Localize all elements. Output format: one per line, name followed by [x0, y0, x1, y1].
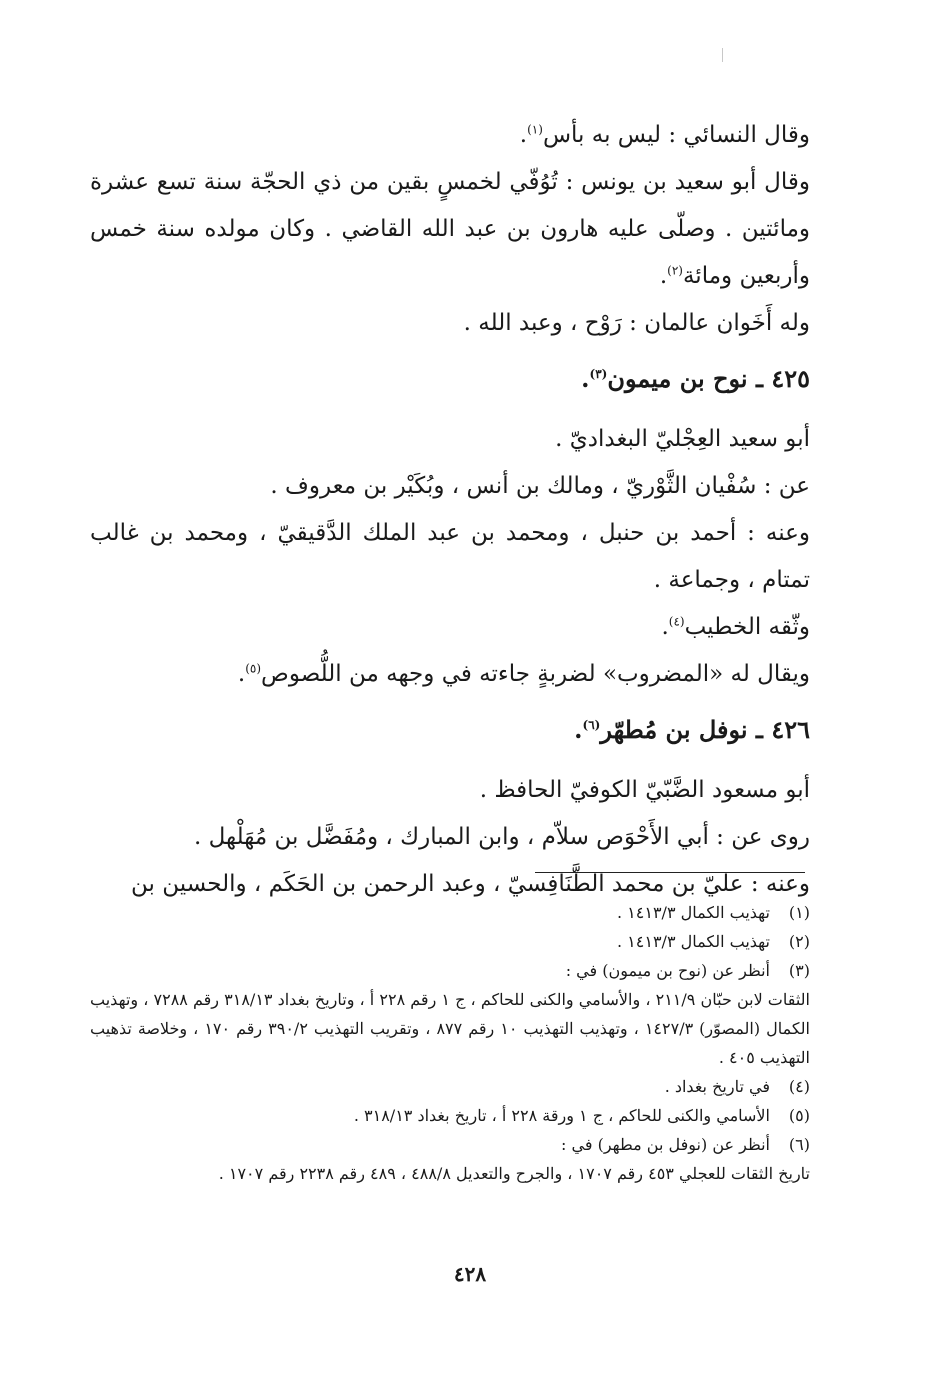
footnote-number: (٢): [788, 932, 810, 951]
entry-title: ٤٢٦ ـ نوفل بن مُطهّر$^{(٦)}$.: [574, 715, 810, 744]
footnote: [90, 898, 810, 927]
footnote-number: (١): [788, 903, 810, 922]
footnote-ref[interactable]: (٥): [245, 661, 262, 676]
scan-mark: [722, 48, 723, 62]
footnote-number: (٣): [788, 961, 810, 980]
text-line: وثّقه الخطيب$^{(٤)}$.: [661, 614, 810, 640]
text-line-content: وقال النسائي : ليس به بأس: [542, 122, 810, 148]
footnote: [90, 1130, 810, 1159]
text-line-content: ويقال له «المضروب» لضربةٍ جاءته في وجهه من اللُّصوص: [261, 661, 810, 687]
footnote: [90, 1101, 810, 1130]
paragraph: وعنه : أحمد بن حنبل ، ومحمد بن عبد الملك الدَّقيقيّ ، ومحمد بن غالب تمتام ، وجماعة .: [90, 520, 810, 593]
footnote-ref[interactable]: (٣): [589, 367, 608, 381]
footnote-ref[interactable]: (١): [527, 122, 543, 137]
text-line: روى عن : أبي الأَحْوَص سلاّم ، وابن المبارك ، ومُفَضَّل بن مُهَلْهل .: [193, 824, 810, 850]
paragraph-text: وقال أبو سعيد بن يونس : تُوُفّي لخمسٍ بقين من ذي الحجّة سنة تسع عشرة ومائتين . وصلّى عليه هارون بن عبد الله القاضي . وكان مولده سنة خمس وأربعين ومائة: [90, 169, 810, 289]
footnote: [90, 927, 810, 956]
footnote: [90, 956, 810, 985]
footnote-ref[interactable]: (٦): [582, 718, 601, 732]
paragraph: وقال أبو سعيد بن يونس : تُوُفّي لخمسٍ بقين من ذي الحجّة سنة تسع عشرة ومائتين . وصلّى عليه هارون بن عبد الله القاضي . وكان مولده سنة خمس وأربعين ومائة$^{(٢)}$.: [90, 169, 810, 289]
footnote-continuation: الثقات لابن حبّان ٢١١/٩ ، والأسامي والكنى للحاكم ، ج ١ رقم ٢٢٨ أ ، وتاريخ بغداد ٣١٨/١٣ رقم ٧٢٨٨ ، وتهذيب الكمال (المصوّر) ١٤٢٧/٣ ، وتهذيب التهذيب ١٠ رقم ٨٧٧ ، وتقريب التهذيب ٣٩٠/٢ رقم ١٧٠ ، وخلاصة تذهيب التهذيب ٤٠٥ .: [90, 990, 811, 1067]
footnote-separator: [535, 872, 805, 873]
footnote-text: الأسامي والكنى للحاكم ، ج ١ ورقة ٢٢٨ أ ، تاريخ بغداد ٣١٨/١٣ .: [353, 1106, 770, 1125]
footnote-number: (٤): [788, 1077, 810, 1096]
footnote-ref[interactable]: (٢): [667, 263, 683, 278]
footnote-text: تهذيب الكمال ١٤١٣/٣ .: [617, 903, 770, 922]
footnote-number: (٥): [788, 1106, 810, 1125]
text-line-content: وثّقه الخطيب: [684, 614, 810, 640]
footnote: [90, 1072, 810, 1101]
text-line: ويقال له «المضروب» لضربةٍ جاءته في وجهه من اللُّصوص$^{(٥)}$.: [237, 661, 810, 687]
footnote-ref[interactable]: (٤): [668, 614, 685, 629]
text-line: أبو سعيد العِجْليّ البغداديّ .: [555, 426, 810, 452]
text-line: وقال النسائي : ليس به بأس$^{(١)}$.: [519, 122, 810, 148]
footnotes: [90, 898, 810, 1188]
text-line: عن : سُفْيان الثَّوْريّ ، ومالك بن أنس ، وبُكَيْر بن معروف .: [270, 473, 810, 499]
entry-title-text: ٤٢٥ ـ نوح بن ميمون: [607, 364, 810, 393]
footnote-continuation: تاريخ الثقات للعجلي ٤٥٣ رقم ١٧٠٧ ، والجرح والتعديل ٤٨٨/٨ ، ٤٨٩ رقم ٢٢٣٨ رقم ١٧٠٧ .: [218, 1164, 810, 1183]
text-line: وله أَخَوان عالمان : رَوْح ، وعبد الله .: [463, 310, 810, 336]
footnote-text: أنظر عن (نوح بن ميمون) في :: [565, 961, 770, 980]
footnote-text: تهذيب الكمال ١٤١٣/٣ .: [617, 932, 770, 951]
main-text: [90, 112, 810, 908]
footnote-text: أنظر عن (نوفل بن مطهر) في :: [561, 1135, 770, 1154]
entry-title-text: ٤٢٦ ـ نوفل بن مُطهّر: [600, 715, 810, 744]
footnote-number: (٦): [788, 1135, 810, 1154]
text-line: وعنه : عليّ بن محمد الطَّنَافِسيّ ، وعبد الرحمن بن الحَكَم ، والحسين بن: [131, 871, 810, 897]
entry-title: ٤٢٥ ـ نوح بن ميمون$^{(٣)}$.: [581, 364, 810, 393]
page-number: ٤٢٨: [453, 1262, 487, 1286]
footnote-text: في تاريخ بغداد .: [664, 1077, 770, 1096]
text-line: أبو مسعود الضَّبّيّ الكوفيّ الحافظ .: [479, 777, 810, 803]
